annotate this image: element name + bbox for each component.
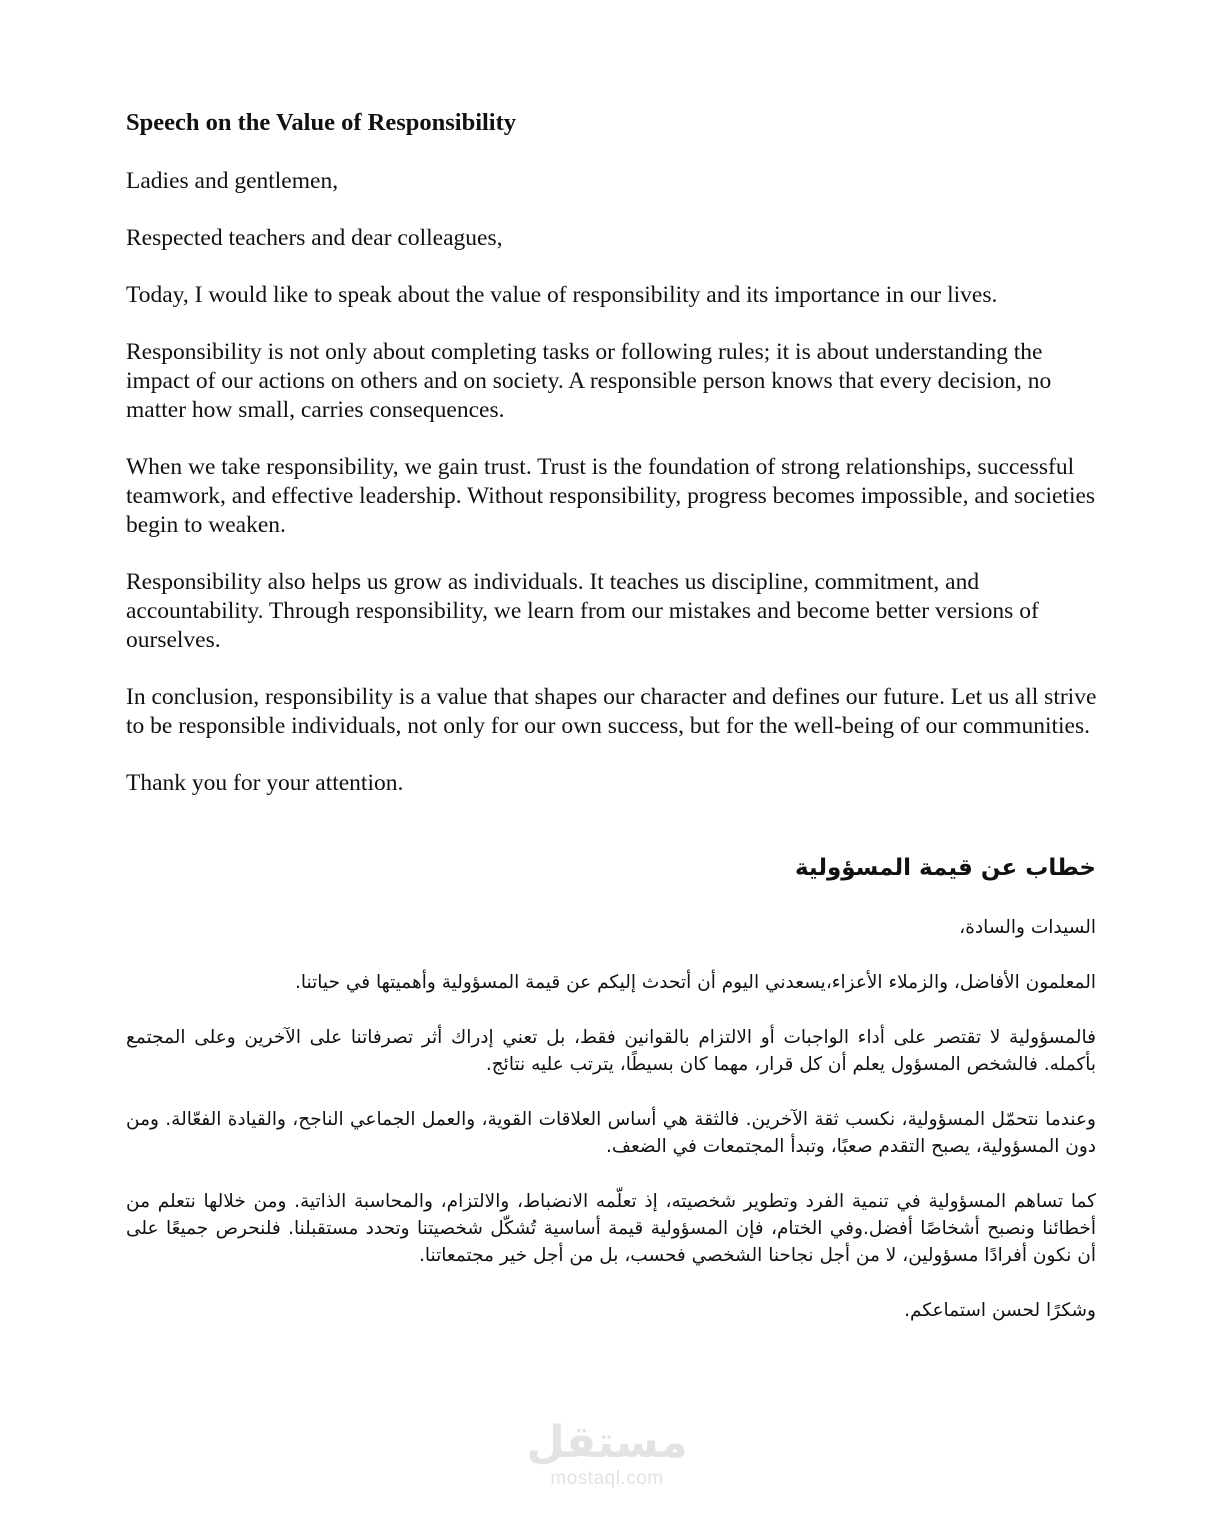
english-paragraph: Responsibility also helps us grow as individuals. It teaches us discipline, commitment, and accountability. Through responsibility, we learn from our mistakes and become better versions of ourselves. [126,569,1039,653]
arabic-paragraph: فالمسؤولية لا تقتصر على أداء الواجبات أو الالتزام بالقوانين فقط، بل تعني إدراك أثر تصرفاتنا على الآخرين وعلى المجتمع بأكمله. فالشخص المسؤول يعلم أن كل قرار، مهما كان بسيطًا، يترتب عليه نتائج. [126,1027,1096,1075]
english-paragraph: Respected teachers and dear colleagues, [126,225,503,251]
english-title: Speech on the Value of Responsibility [126,109,517,136]
watermark-logo-latin: mostaql.com [550,1468,664,1489]
english-paragraph: Ladies and gentlemen, [126,168,339,194]
watermark-logo-arabic: مستقل [526,1417,688,1468]
english-paragraph: Thank you for your attention. [126,770,404,796]
arabic-title: خطاب عن قيمة المسؤولية [794,855,1096,881]
english-paragraph: Today, I would like to speak about the value of responsibility and its importance in our lives. [126,282,998,308]
arabic-paragraph: كما تساهم المسؤولية في تنمية الفرد وتطوير شخصيته، إذ تعلّمه الانضباط، والالتزام، والمحاسبة الذاتية. ومن خلالها نتعلم من أخطائنا ونصبح أشخاصًا أفضل.وفي الختام، فإن المسؤولية قيمة أساسية تُشكّل شخصيتنا وتحدد مستقبلنا. فلنحرص جميعًا على أن نكون أفرادًا مسؤولين، لا من أجل نجاحنا الشخصي فحسب، بل من أجل خير مجتمعاتنا. [126,1191,1096,1266]
arabic-speech [126,855,1096,1352]
arabic-paragraph: وعندما نتحمّل المسؤولية، نكسب ثقة الآخرين. فالثقة هي أساس العلاقات القوية، والعمل الجماعي الناجح، والقيادة الفعّالة. ومن دون المسؤولية، يصبح التقدم صعبًا، وتبدأ المجتمعات في الضعف. [126,1109,1096,1157]
english-paragraph: When we take responsibility, we gain trust. Trust is the foundation of strong relationships, successful teamwork, and effective leadership. Without responsibility, progress becomes impossible, and societies begin to weaken. [126,454,1096,538]
arabic-paragraph: وشكرًا لحسن استماعكم. [904,1300,1096,1321]
arabic-paragraph: السيدات والسادة، [959,917,1096,938]
english-paragraph: Responsibility is not only about completing tasks or following rules; it is about understanding the impact of our actions on others and on society. A responsible person knows that every decision, no matter how small, carries consequences. [126,339,1052,423]
arabic-paragraph: المعلمون الأفاضل، والزملاء الأعزاء،يسعدني اليوم أن أتحدث إليكم عن قيمة المسؤولية وأهميتها في حياتنا. [295,972,1096,993]
mostaql-watermark [0,1418,1214,1490]
english-speech [126,108,1101,826]
english-paragraph: In conclusion, responsibility is a value that shapes our character and defines our future. Let us all strive to be responsible individuals, not only for our own success, but for the well-being of our communities. [126,684,1097,739]
